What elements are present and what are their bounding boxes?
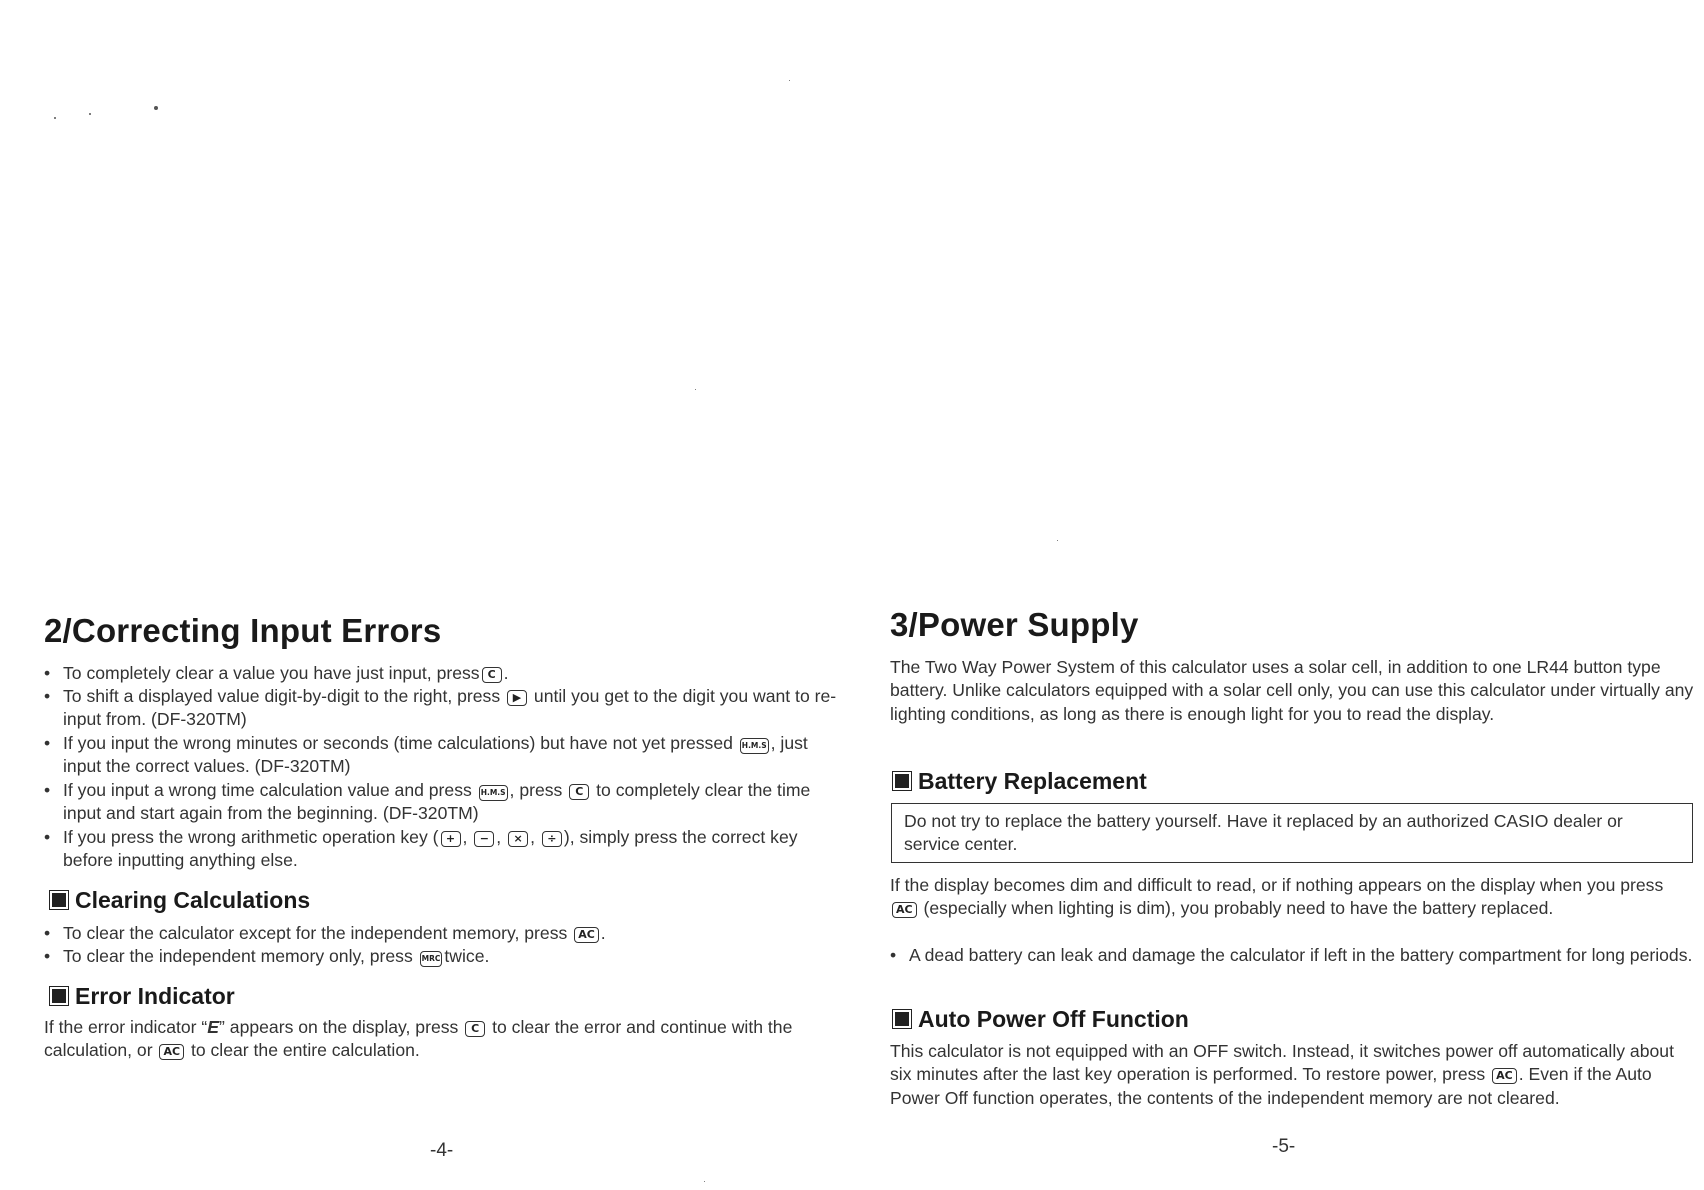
separator: , xyxy=(462,827,468,847)
section-title: 2/Correcting Input Errors xyxy=(44,612,442,649)
bullet-text: To shift a displayed value digit-by-digit to the right, press xyxy=(63,686,501,706)
plus-key-icon: + xyxy=(441,831,461,847)
auto-off-paragraph xyxy=(890,1040,1696,1110)
paragraph-text: If the error indicator “ xyxy=(44,1017,208,1037)
bullet-text: . xyxy=(503,663,509,683)
paragraph-text: If the display becomes dim and difficult to read, or if nothing appears on the display when you press xyxy=(890,875,1664,895)
clearing-heading xyxy=(49,887,310,914)
page-number: -5- xyxy=(1272,1136,1296,1157)
heading-text: Battery Replacement xyxy=(918,768,1147,794)
list-item xyxy=(44,685,844,732)
list-item xyxy=(44,826,844,873)
c-key-icon: C xyxy=(569,784,589,800)
paragraph-text: ” appears on the display, press xyxy=(219,1017,459,1037)
page-number: -4- xyxy=(430,1140,454,1161)
intro-paragraph: The Two Way Power System of this calculator uses a solar cell, in addition to one LR44 button type battery. Unlike calculators equipped with a solar cell only, you can use this calculator under virtually any lighting conditions, as long as there is enough light for you to read the display. xyxy=(890,657,1694,724)
list-item xyxy=(44,945,844,968)
c-key-icon: C xyxy=(465,1021,485,1037)
section-square-icon xyxy=(49,890,69,910)
bullet-text: If you input a wrong time calculation value and press xyxy=(63,780,472,800)
separator: , xyxy=(530,827,535,847)
heading-text: Error Indicator xyxy=(75,983,235,1009)
bullet-text: To clear the calculator except for the independent memory, press xyxy=(63,923,568,943)
section-square-icon xyxy=(892,771,912,791)
mrc-key-icon: MRC xyxy=(420,951,443,967)
right-arrow-key-icon: ▶ xyxy=(507,690,527,706)
ac-key-icon: AC xyxy=(892,902,917,918)
ac-key-icon: AC xyxy=(574,927,599,943)
bullet-text: To completely clear a value you have just input, press xyxy=(63,663,480,683)
hms-key-icon: H.M.S xyxy=(740,738,769,754)
c-key-icon: C xyxy=(482,667,502,683)
list-item xyxy=(44,922,844,945)
bullet-text: ), simply press the correct key before inputting anything else. xyxy=(63,827,798,871)
error-heading xyxy=(49,983,235,1010)
clearing-bullets xyxy=(44,922,844,968)
bullet-text: twice. xyxy=(444,946,490,966)
heading-text: Auto Power Off Function xyxy=(918,1006,1189,1032)
heading-text: Clearing Calculations xyxy=(75,887,311,913)
left-page xyxy=(44,0,844,1190)
bullet-text: A dead battery can leak and damage the calculator if left in the battery compartment for long periods. xyxy=(909,945,1693,965)
paragraph-text: to clear the error and continue with the calculation, or xyxy=(44,1017,793,1061)
list-item xyxy=(890,944,1696,967)
battery-note-box: Do not try to replace the battery yourself. Have it replaced by an authorized CASIO dealer or service center. xyxy=(891,803,1693,863)
minus-key-icon: − xyxy=(474,831,494,847)
bullet-text: To clear the independent memory only, press xyxy=(63,946,413,966)
battery-bullets xyxy=(890,944,1696,967)
paragraph-text: This calculator is not equipped with an OFF switch. Instead, it switches power off automatically about six minutes after the last key operation is performed. To restore power, press xyxy=(890,1041,1674,1085)
bullet-text: , press xyxy=(509,780,563,800)
ac-key-icon: AC xyxy=(1492,1068,1517,1084)
paragraph-text: (especially when lighting is dim), you probably need to have the battery replaced. xyxy=(923,898,1554,919)
divide-key-icon: ÷ xyxy=(542,831,562,847)
bullet-text: , just input the correct values. (DF-320TM) xyxy=(63,733,808,777)
list-item xyxy=(44,779,844,826)
battery-paragraph xyxy=(890,874,1696,921)
list-item xyxy=(44,732,844,779)
error-symbol: E xyxy=(207,1017,220,1037)
multiply-key-icon: × xyxy=(508,831,528,847)
bullet-text: . xyxy=(600,923,606,943)
bullet-text: If you press the wrong arithmetic operation key ( xyxy=(63,827,439,847)
paragraph-text: to clear the entire calculation. xyxy=(190,1040,420,1061)
ac-key-icon: AC xyxy=(159,1044,184,1060)
list-item xyxy=(44,662,844,685)
section-title: 3/Power Supply xyxy=(890,606,1139,643)
auto-off-heading xyxy=(892,1006,1189,1033)
error-paragraph xyxy=(44,1016,844,1063)
bullet-text: If you input the wrong minutes or seconds (time calculations) but have not yet pressed xyxy=(63,733,733,753)
battery-heading xyxy=(892,768,1147,795)
hms-key-icon: H.M.S xyxy=(479,785,508,801)
right-page xyxy=(890,0,1696,1190)
bullet-text: until you get to the digit you want to re-input from. (DF-320TM) xyxy=(63,686,837,730)
separator: , xyxy=(496,827,502,847)
section-square-icon xyxy=(49,986,69,1006)
paragraph-text: . Even if the Auto Power Off function operates, the contents of the independent memory are not cleared. xyxy=(890,1064,1652,1108)
bullet-text: to completely clear the time input and start again from the beginning. (DF-320TM) xyxy=(63,780,811,824)
correcting-bullets xyxy=(44,662,844,873)
section-square-icon xyxy=(892,1009,912,1029)
